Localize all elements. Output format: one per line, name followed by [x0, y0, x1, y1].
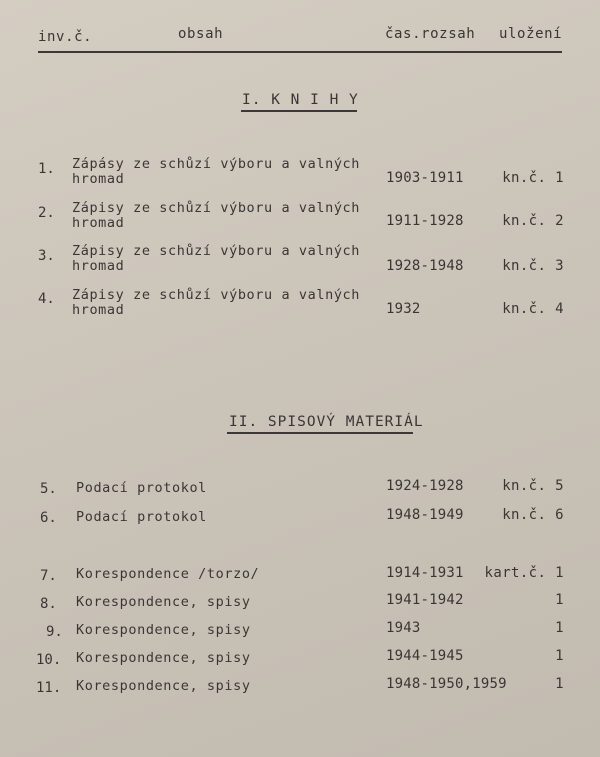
- item-location: kart.č. 1: [484, 565, 564, 581]
- item-location: kn.č. 3: [502, 258, 564, 274]
- item-location: kn.č. 2: [502, 213, 564, 229]
- item-number: 8.: [40, 596, 57, 612]
- item-location: 1: [555, 676, 564, 692]
- header-rule: [38, 51, 562, 53]
- header-ulozeni: uložení: [499, 26, 563, 42]
- item-range: 1948-1950,1959: [386, 676, 507, 692]
- item-desc: Korespondence, spisy: [76, 678, 251, 694]
- header-inv: inv.č.: [38, 29, 93, 45]
- item-desc-line1: Zápásy ze schůzí výboru a valných: [72, 156, 361, 172]
- item-number: 1.: [38, 161, 55, 177]
- item-number: 5.: [40, 481, 57, 497]
- item-location: 1: [555, 620, 564, 636]
- item-range: 1932: [386, 301, 421, 317]
- item-number: 4.: [38, 291, 55, 307]
- item-location: kn.č. 4: [502, 301, 564, 317]
- item-range: 1948-1949: [386, 507, 464, 523]
- item-desc-line1: Zápisy ze schůzí výboru a valných: [72, 287, 361, 303]
- header-obsah: obsah: [178, 26, 224, 42]
- item-location: kn.č. 5: [502, 478, 564, 494]
- item-desc: Korespondence, spisy: [76, 622, 251, 638]
- section-title-knihy: I. K N I H Y: [242, 92, 359, 108]
- item-desc: Korespondence /torzo/: [76, 566, 260, 582]
- item-desc: Podací protokol: [76, 509, 207, 525]
- item-desc: Korespondence, spisy: [76, 650, 251, 666]
- item-number: 7.: [40, 568, 57, 584]
- item-number: 3.: [38, 248, 55, 264]
- item-desc: Korespondence, spisy: [76, 594, 251, 610]
- item-number: 9.: [46, 624, 63, 640]
- item-range: 1928-1948: [386, 258, 464, 274]
- item-range: 1911-1928: [386, 213, 464, 229]
- item-location: kn.č. 1: [502, 170, 564, 186]
- item-number: 6.: [40, 510, 57, 526]
- item-desc-line2: hromad: [72, 258, 125, 274]
- section-title-spisovy-material: II. SPISOVÝ MATERIÁL: [229, 414, 424, 430]
- item-desc-line2: hromad: [72, 171, 125, 187]
- item-location: kn.č. 6: [502, 507, 564, 523]
- item-number: 2.: [38, 205, 55, 221]
- section-underline-spisovy-material: [227, 432, 413, 434]
- item-desc-line1: Zápisy ze schůzí výboru a valných: [72, 200, 361, 216]
- item-number: 11.: [36, 680, 62, 696]
- item-desc-line1: Zápisy ze schůzí výboru a valných: [72, 243, 361, 259]
- item-location: 1: [555, 648, 564, 664]
- item-number: 10.: [36, 652, 62, 668]
- item-desc: Podací protokol: [76, 480, 207, 496]
- item-range: 1903-1911: [386, 170, 464, 186]
- item-desc-line2: hromad: [72, 215, 125, 231]
- item-location: 1: [555, 592, 564, 608]
- header-rozsah: čas.rozsah: [385, 26, 476, 42]
- item-desc-line2: hromad: [72, 302, 125, 318]
- item-range: 1914-1931: [386, 565, 464, 581]
- item-range: 1941-1942: [386, 592, 464, 608]
- section-underline-knihy: [241, 110, 357, 112]
- item-range: 1944-1945: [386, 648, 464, 664]
- item-range: 1943: [386, 620, 421, 636]
- item-range: 1924-1928: [386, 478, 464, 494]
